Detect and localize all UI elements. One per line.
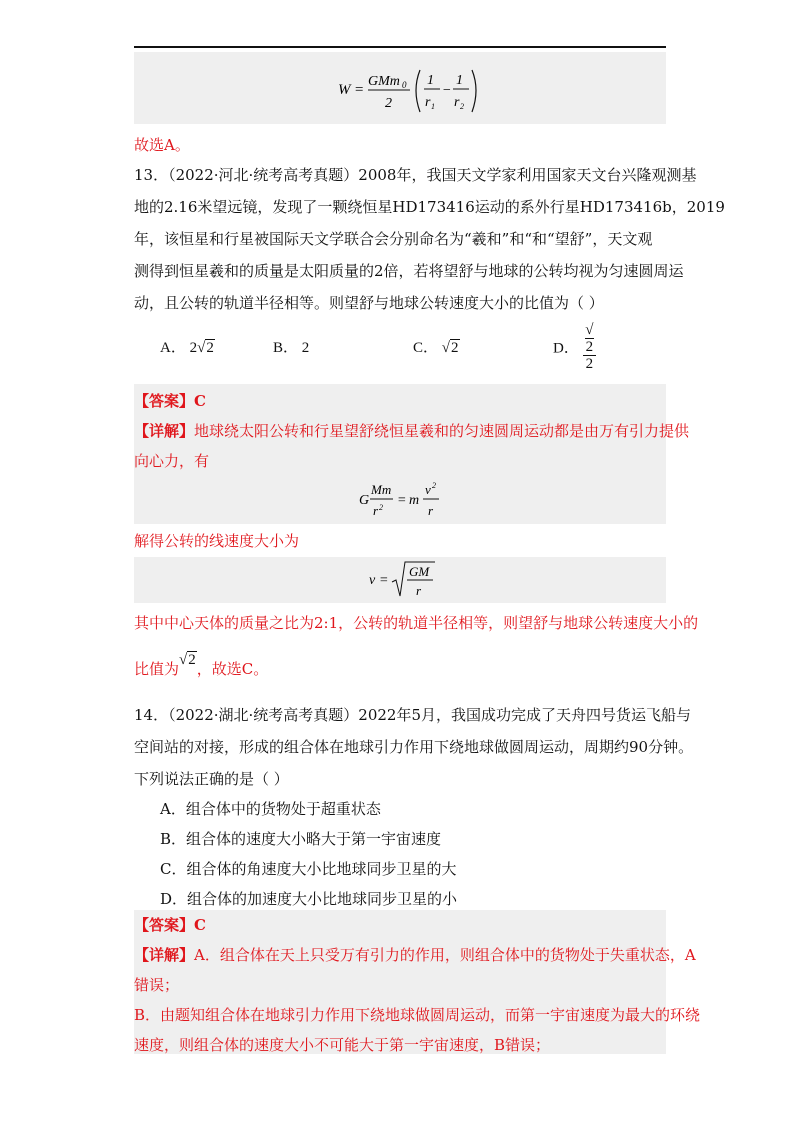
q13-option-d-label: D． xyxy=(553,340,579,357)
q13-option-a-label: A． xyxy=(160,340,186,356)
conclusion-a: 故选A。 xyxy=(134,136,190,154)
q13-option-a-value: 2√2 xyxy=(189,340,214,356)
q13-option-d xyxy=(553,322,596,372)
q14-line-2: 空间站的对接，形成的组合体在地球引力作用下绕地球做圆周运动，周期约90分钟。 xyxy=(134,738,694,756)
svg-text:G: G xyxy=(359,493,370,508)
q13-line-3: 年，该恒星和行星被国际天文学联合会分别命名为“羲和”和“和“望舒”，天文观 xyxy=(134,230,653,248)
svg-text:r: r xyxy=(454,95,460,110)
svg-text:r: r xyxy=(428,503,434,518)
q13-text-final xyxy=(134,652,269,681)
q14-answer-value: C xyxy=(194,916,206,934)
q13-formula-1 xyxy=(355,476,445,522)
q13-detail-tag: 【详解】 xyxy=(134,422,195,440)
svg-text:1: 1 xyxy=(456,73,463,88)
q14-answer-tag: 【答案】 xyxy=(134,916,195,934)
svg-text:2: 2 xyxy=(385,96,392,111)
q14-detail-1 xyxy=(134,944,696,966)
q13-formula-2 xyxy=(365,558,445,602)
q13-final-sqrt: √2 xyxy=(179,652,196,668)
svg-text:GMm: GMm xyxy=(368,74,400,89)
svg-text:=: = xyxy=(397,493,407,508)
q13-answer-value: C xyxy=(194,392,206,410)
q13-option-b-value: 2 xyxy=(301,340,310,356)
svg-text:v: v xyxy=(369,573,376,588)
q13-option-d-value: √ 2 2 xyxy=(583,322,597,372)
svg-text:W: W xyxy=(338,82,351,98)
q13-option-c xyxy=(413,336,460,357)
svg-text:−: − xyxy=(442,83,452,98)
svg-text:v: v xyxy=(425,482,431,497)
q13-detail-text-1: 地球绕太阳公转和行星望舒绕恒星羲和的匀速圆周运动都是由万有引力提供 xyxy=(194,422,690,440)
svg-text:2: 2 xyxy=(460,102,464,111)
q13-final-pre: 比值为 xyxy=(134,660,180,678)
q13-text-ratio: 其中中心天体的质量之比为2:1，公转的轨道半径相等，则望舒与地球公转速度大小的 xyxy=(134,614,699,632)
q13-option-b xyxy=(273,336,309,357)
q14-detail-text-1: A．组合体在天上只受万有引力的作用，则组合体中的货物处于失重状态，A xyxy=(194,946,696,964)
svg-text:=: = xyxy=(354,82,365,98)
svg-text:GM: GM xyxy=(409,564,430,579)
q13-option-c-label: C． xyxy=(413,340,439,356)
q13-line-2: 地的2.16米望远镜，发现了一颗绕恒星HD173416运动的系外行星HD173416b，2019 xyxy=(134,198,725,216)
svg-text:1: 1 xyxy=(431,102,435,111)
q13-line-4: 测得到恒星羲和的质量是太阳质量的2倍，若将望舒与地球的公转均视为匀速圆周运 xyxy=(134,262,684,280)
svg-text:0: 0 xyxy=(402,80,407,90)
q14-detail-tag: 【详解】 xyxy=(134,946,195,964)
q14-solution-band xyxy=(134,910,666,1054)
svg-text:=: = xyxy=(379,573,389,588)
svg-text:m: m xyxy=(409,493,420,508)
q13-formula-1-graphic xyxy=(355,476,445,522)
q13-detail-1 xyxy=(134,420,689,442)
q13-option-a xyxy=(160,336,215,357)
q13-final-post: ，故选C。 xyxy=(196,660,269,678)
q13-formula-2-graphic xyxy=(365,558,445,602)
q13-answer xyxy=(134,390,206,412)
q14-line-3: 下列说法正确的是（ ） xyxy=(134,770,289,788)
q13-text-solve: 解得公转的线速度大小为 xyxy=(134,532,300,550)
q13-option-b-label: B． xyxy=(273,340,299,356)
svg-text:2: 2 xyxy=(432,481,436,490)
q14-answer xyxy=(134,914,206,936)
formula-w xyxy=(330,58,480,118)
q14-detail-3: B．由题知组合体在地球引力作用下绕地球做圆周运动，而第一宇宙速度为最大的环绕 xyxy=(134,1006,701,1024)
q14-detail-4: 速度，则组合体的速度大小不可能大于第一宇宙速度，B错误； xyxy=(134,1036,551,1054)
header-rule xyxy=(134,46,666,48)
svg-text:r: r xyxy=(416,583,422,598)
svg-text:2: 2 xyxy=(379,503,383,512)
q13-option-c-value: √2 xyxy=(441,340,459,356)
q13-detail-2: 向心力，有 xyxy=(134,452,210,470)
q14-option-b: B．组合体的速度大小略大于第一宇宙速度 xyxy=(160,830,442,848)
q13-answer-tag: 【答案】 xyxy=(134,392,195,410)
q14-detail-2: 错误； xyxy=(134,976,180,994)
svg-text:Mm: Mm xyxy=(371,482,392,497)
q13-line-5: 动，且公转的轨道半径相等。则望舒与地球公转速度大小的比值为（ ） xyxy=(134,294,604,312)
q14-option-c: C．组合体的角速度大小比地球同步卫星的大 xyxy=(160,860,457,878)
q14-line-1: 14．（2022·湖北·统考高考真题）2022年5月，我国成功完成了天舟四号货运飞船与 xyxy=(134,706,692,724)
svg-text:r: r xyxy=(373,503,379,518)
q14-option-a: A．组合体中的货物处于超重状态 xyxy=(160,800,381,818)
svg-text:r: r xyxy=(425,95,431,110)
formula-w-graphic xyxy=(330,58,480,118)
q14-option-d: D．组合体的加速度大小比地球同步卫星的小 xyxy=(160,890,458,908)
svg-text:1: 1 xyxy=(427,73,434,88)
q13-line-1: 13．（2022·河北·统考高考真题）2008年，我国天文学家利用国家天文台兴隆观测基 xyxy=(134,166,697,184)
